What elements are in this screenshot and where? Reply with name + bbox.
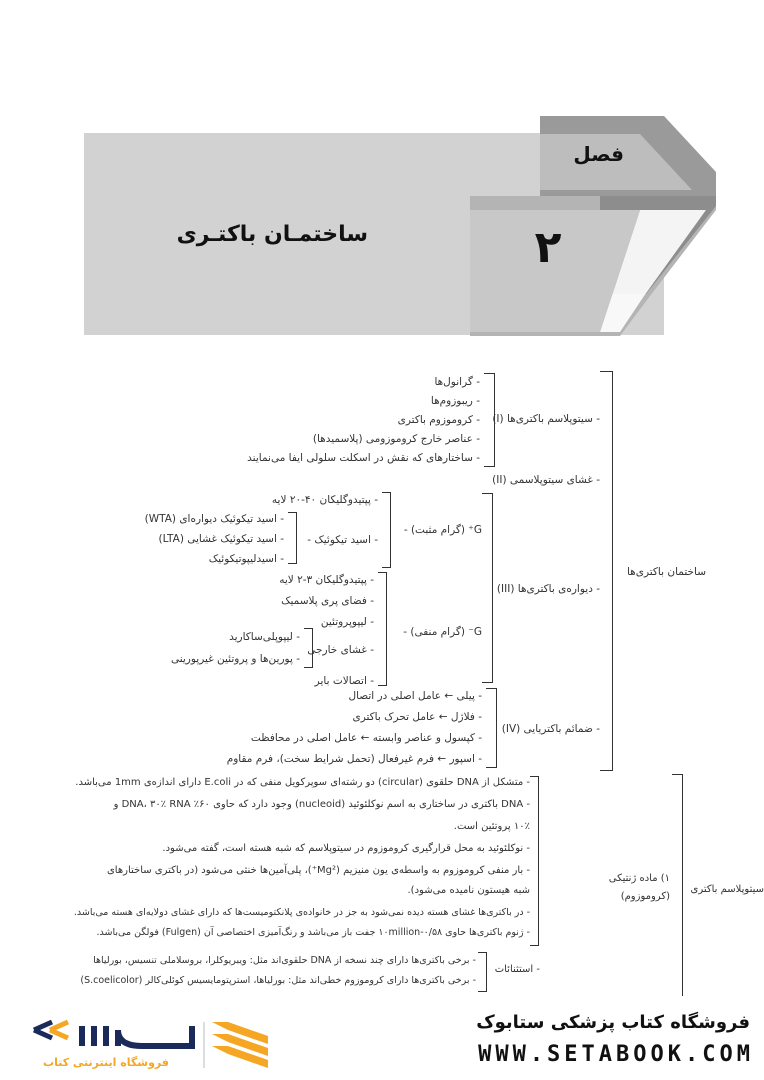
- chapter-number: ۲: [534, 222, 562, 273]
- gram-positive-item: - اسید تیکوئیک -: [307, 534, 378, 546]
- gram-negative-brace: [378, 572, 387, 686]
- chapter-header-graphic: [0, 0, 764, 360]
- genetic-paragraph: شبه هیستون نامیده می‌شود).: [407, 885, 530, 896]
- cytoplasm-label: - سیتوپلاسم باکتری‌ها (I): [492, 413, 600, 425]
- outer-membrane-item: - لیپوپلی‌ساکارید: [229, 631, 300, 643]
- genetic-material-sublabel: (کروموزوم): [620, 891, 670, 902]
- appendages-brace: [486, 688, 497, 768]
- exception-item: - برخی باکتری‌ها دارای چند نسخه از DNA حلقوی‌اند مثل: ویبریوکلرا، بروسلاملی تنسیس، بورلیاها: [93, 955, 476, 966]
- main-brace: [600, 371, 613, 771]
- footer: [0, 996, 764, 1080]
- genetic-paragraph: - بار منفی کروموزوم به واسطه‌ی یون منیزیم (Mg²⁺)، پلی‌آمین‌ها خنثی می‌شود (در باکتری ساختارهای: [106, 865, 530, 876]
- cytoplasm-item: - کروموزوم باکتری: [397, 414, 480, 426]
- cytoplasm-section-root: سیتوپلاسم باکتری: [690, 884, 764, 895]
- teichoic-item: - اسید تیکوئیک غشایی (LTA): [158, 533, 284, 545]
- outer-membrane-brace: [304, 628, 313, 668]
- genetic-paragraph: - متشکل از DNA حلقوی (circular) دو رشته‌ای سوپرکویل منفی که در E.coli دارای اندازه‌ی 1mm می‌باشد.: [75, 777, 530, 788]
- store-url[interactable]: WWW.SETABOOK.COM: [478, 1042, 754, 1067]
- appendage-item: - پیلی ← عامل اصلی در اتصال: [348, 690, 482, 702]
- genetic-brace: [530, 776, 539, 946]
- appendages-label: - ضمائم باکتریایی (IV): [501, 723, 600, 735]
- structure-root-label: ساختمان باکتری‌ها: [626, 566, 706, 578]
- gram-positive-brace: [382, 492, 391, 568]
- cytoplasm-section-brace: [672, 774, 683, 997]
- genetic-material-label: ۱) ماده ژنتیکی: [608, 873, 670, 884]
- gram-negative-item: - پپتیدوگلیکان ۳-۲ لایه: [279, 574, 374, 586]
- membrane-label: - غشای سیتوپلاسمی (II): [492, 474, 600, 486]
- gram-positive-label: G⁺ (گرام مثبت) -: [403, 524, 482, 536]
- exception-item: - برخی باکتری‌ها دارای کروموزوم خطی‌اند مثل: بورلیاها، استرپتومایسیس کوئلی‌کالر (S.coelicolor): [80, 975, 476, 986]
- exceptions-brace: [478, 952, 487, 992]
- gram-negative-label: G⁻ (گرام منفی) -: [403, 626, 482, 638]
- gram-positive-item: - پپتیدوگلیکان ۴۰-۲۰ لایه: [271, 494, 378, 506]
- teichoic-item: - اسید تیکوئیک دیواره‌ای (WTA): [144, 513, 284, 525]
- cytoplasm-item: - گرانول‌ها: [434, 376, 480, 388]
- outer-membrane-item: - پورین‌ها و پروتئین غیرپورینی: [170, 653, 300, 665]
- store-name: فروشگاه کتاب پزشکی ستابوک: [476, 1012, 750, 1033]
- exceptions-label: - استثنائات: [494, 964, 540, 975]
- genetic-paragraph: - DNA باکتری در ساختاری به اسم نوکلئوئید (nucleoid) وجود دارد که حاوی ۶۰٪ DNA، ۳۰٪ RNA و: [113, 799, 530, 810]
- chapter-word: فصل: [573, 142, 624, 166]
- wall-brace: [482, 493, 493, 683]
- genetic-paragraph: - در باکتری‌ها غشای هسته دیده نمی‌شود به جز در خانواده‌ی پلانکتومیست‌ها که دارای غشای دولایه‌ای هسته می‌باشد.: [73, 907, 530, 918]
- cytoplasm-item: - عناصر خارج کروموزومی (پلاسمیدها): [312, 433, 480, 445]
- cytoplasm-item: - ساختارهای که نقش در اسکلت سلولی ایفا می‌نمایند: [247, 452, 480, 464]
- gram-negative-item: - غشای خارجی: [307, 644, 374, 656]
- gram-negative-item: - اتصالات بایر: [314, 675, 374, 687]
- teichoic-brace: [288, 512, 297, 564]
- gram-negative-item: - فضای پری پلاسمیک: [281, 595, 374, 607]
- cytoplasm-brace: [484, 373, 495, 467]
- wall-label: - دیواره‌ی باکتری‌ها (III): [496, 583, 600, 595]
- genetic-paragraph: ۱۰٪ پروتئین است.: [453, 821, 530, 832]
- chapter-title: ساختمـان باکتـری: [176, 222, 368, 247]
- gram-negative-item: - لیپوپروتئین: [320, 616, 374, 628]
- genetic-paragraph: - نوکلئوئید به محل قرارگیری کروموزوم در سیتوپلاسم که شبه هسته است، گفته می‌شود.: [162, 843, 530, 854]
- appendage-item: - فلاژل ← عامل تحرک باکتری: [352, 711, 482, 723]
- appendage-item: - کپسول و عناصر وابسته ← عامل اصلی در محافظت: [250, 732, 482, 744]
- genetic-paragraph: - ژنوم باکتری‌ها حاوی ۰/۵۸-۱۰million جفت باز می‌باشد و رنگ‌آمیزی اختصاصی آن (Fulgen) فولگن می‌باشد.: [96, 927, 530, 938]
- logo-subtitle: فروشگاه اینترنتی کتاب: [43, 1056, 169, 1069]
- appendage-item: - اسپور ← فرم غیرفعال (تحمل شرایط سخت)، فرم مقاوم: [226, 753, 482, 765]
- teichoic-item: - اسیدلیپوتیکوئیک: [208, 553, 284, 565]
- cytoplasm-item: - ریبوزوم‌ها: [430, 395, 480, 407]
